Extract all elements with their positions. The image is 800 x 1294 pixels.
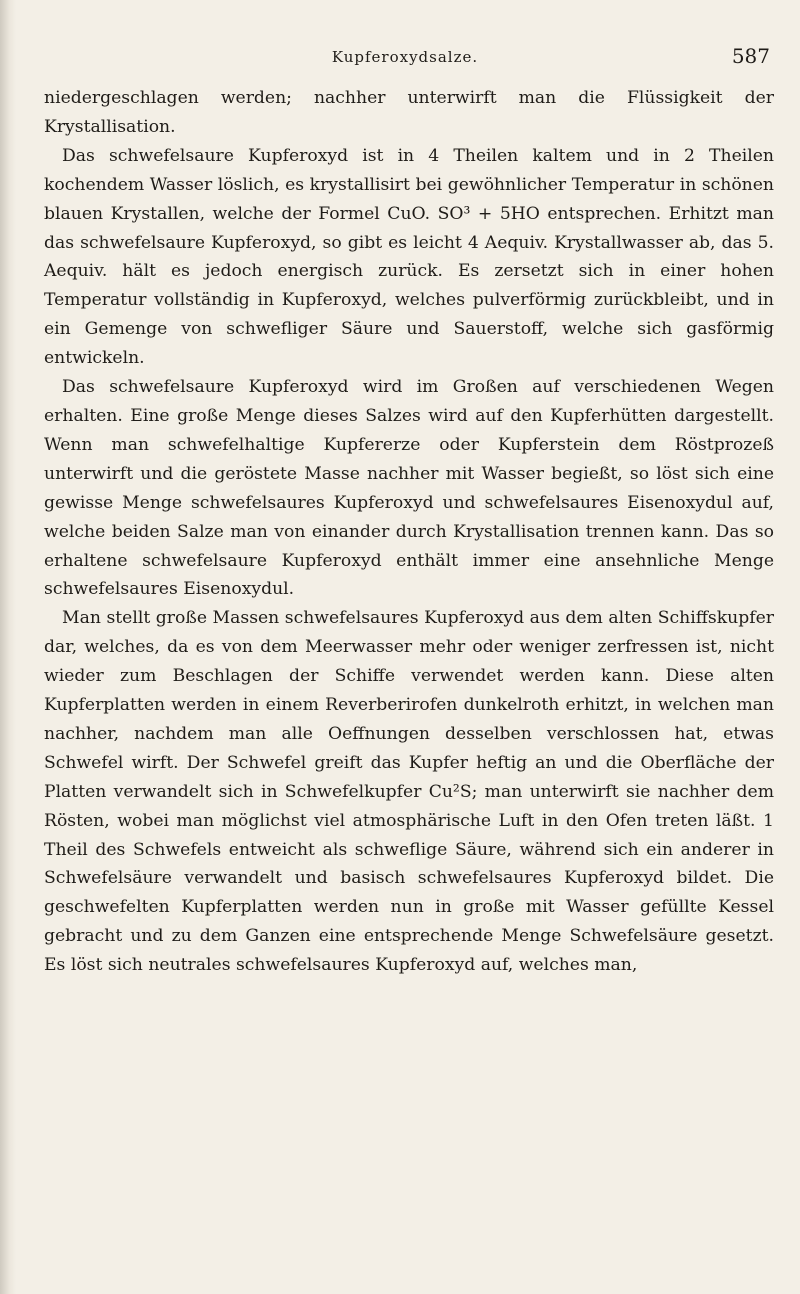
paragraph-2: Das schwefelsaure Kupferoxyd ist in 4 Theilen kaltem und in 2 Theilen kochendem Wasser löslich, es krystallisirt bei gewöhnlicher Temperatur in schönen blauen Krystallen, welche der Formel CuO. SO³ + 5HO entsprechen. Erhitzt man das schwefelsaure Kupferoxyd, so gibt es leicht 4 Aequiv. Krystallwasser ab, das 5. Aequiv. hält es jedoch energisch zurück. Es zersetzt sich in einer hohen Temperatur vollständig in Kupferoxyd, welches pulverförmig zurückbleibt, und in ein Gemenge von schwefliger Säure und Sauerstoff, welche sich gasförmig entwickeln. xyxy=(44,145,774,369)
paragraph-4: Man stellt große Massen schwefelsaures Kupferoxyd aus dem alten Schiffskupfer dar, welches, da es von dem Meerwasser mehr oder weniger zerfressen ist, nicht wieder zum Beschlagen der Schiffe verwendet werden kann. Diese alten Kupferplatten werden in einem Reverberirofen dunkelroth erhitzt, in welchen man nachher, nachdem man alle Oeffnungen desselben verschlossen hat, etwas Schwefel wirft. Der Schwefel greift das Kupfer heftig an und die Oberfläche der Platten verwandelt sich in Schwefelkupfer Cu²S; man unterwirft sie nachher dem Rösten, wobei man möglichst viel atmosphärische Luft in den Ofen treten läßt. 1 Theil des Schwefels entweicht als schweflige Säure, während sich ein anderer in Schwefelsäure verwandelt und basisch schwefelsaures Kupferoxyd bildet. Die geschwefelten Kupferplatten werden nun in große mit Wasser gefüllte Kessel gebracht und zu dem Ganzen eine entsprechende Menge Schwefelsäure gesetzt. Es löst sich neutrales schwefelsaures Kupferoxyd auf, welches man, xyxy=(44,608,774,976)
page-header xyxy=(40,44,770,72)
page-gutter-shadow xyxy=(0,0,16,1294)
paragraph-1: niedergeschlagen werden; nachher unterwirft man die Flüssigkeit der Krystallisation. xyxy=(44,88,774,137)
running-title: Kupferoxydsalze. xyxy=(331,48,479,66)
body-text xyxy=(44,84,774,980)
paragraph-3: Das schwefelsaure Kupferoxyd wird im Großen auf verschiedenen Wegen erhalten. Eine große Menge dieses Salzes wird auf den Kupferhütten dargestellt. Wenn man schwefelhaltige Kupfererze oder Kupferstein dem Röstprozeß unterwirft und die geröstete Masse nachher mit Wasser begießt, so löst sich eine gewisse Menge schwefelsaures Kupferoxyd und schwefelsaures Eisenoxydul auf, welche beiden Salze man von einander durch Krystallisation trennen kann. Das so erhaltene schwefelsaure Kupferoxyd enthält immer eine ansehnliche Menge schwefelsaures Eisenoxydul. xyxy=(44,377,774,600)
page-number: 587 xyxy=(731,44,770,68)
